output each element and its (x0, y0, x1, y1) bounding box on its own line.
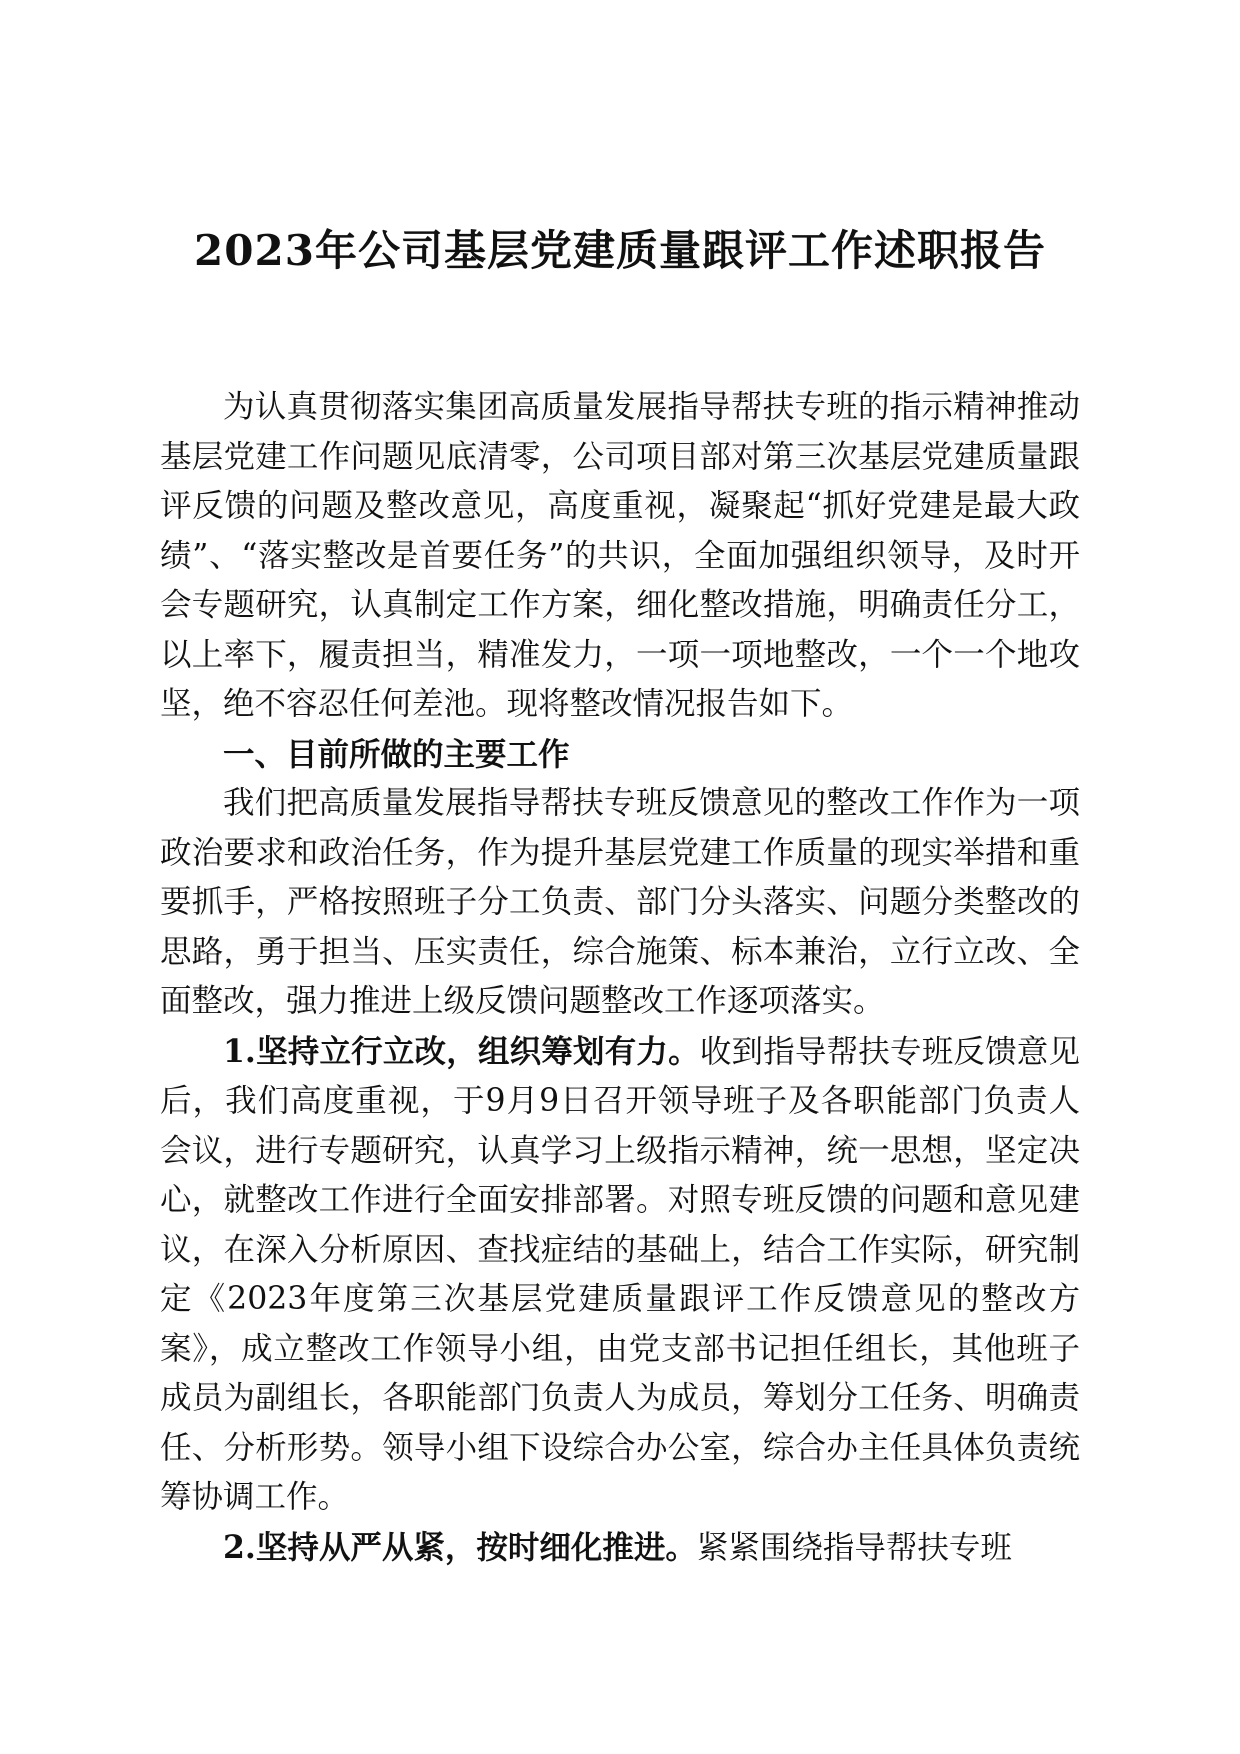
document-title: 2023年公司基层党建质量跟评工作述职报告 (194, 226, 1046, 275)
item-1-lead: 1.坚持立行立改，组织筹划有力。 (223, 1032, 700, 1070)
item-1-text: 收到指导帮扶专班反馈意见后，我们高度重视，于9月9日召开领导班子及各职能部门负责人会议，进行专题研究，认真学习上级指示精神，统一思想，坚定决心，就整改工作进行全面安排部署。对照专班反馈的问题和意见建议，在深入分析原因、查找症结的基础上，结合工作实际，研究制定《2023年度第三次基层党建质量跟评工作反馈意见的整改方案》，成立整改工作领导小组，由党支部书记担任组长，其他班子成员为副组长，各职能部门负责人为成员，筹划分工任务、明确责任、分析形势。领导小组下设综合办公室，综合办主任具体负责统筹协调工作。 (160, 1033, 1080, 1515)
intro-paragraph: 为认真贯彻落实集团高质量发展指导帮扶专班的指示精神推动基层党建工作问题见底清零，公司项目部对第三次基层党建质量跟评反馈的问题及整改意见，高度重视，凝聚起“抓好党建是最大政绩”、“落实整改是首要任务”的共识，全面加强组织领导，及时开会专题研究，认真制定工作方案，细化整改措施，明确责任分工，以上率下，履责担当，精准发力，一项一项地整改，一个一个地攻坚，绝不容忍任何差池。现将整改情况报告如下。 (160, 389, 1080, 722)
item-2-paragraph (160, 1523, 1080, 1574)
item-1-paragraph (160, 1027, 1080, 1523)
section-intro-paragraph: 我们把高质量发展指导帮扶专班反馈意见的整改工作作为一项政治要求和政治任务，作为提升基层党建工作质量的现实举措和重要抓手，严格按照班子分工负责、部门分头落实、问题分类整改的思路，勇于担当、压实责任，综合施策、标本兼治，立行立改、全面整改，强力推进上级反馈问题整改工作逐项落实。 (160, 785, 1080, 1019)
item-2-lead: 2.坚持从严从紧，按时细化推进。 (223, 1528, 697, 1566)
section-heading: 一、目前所做的主要工作 (223, 735, 570, 773)
item-2-text: 紧紧围绕指导帮扶专班 (696, 1529, 1012, 1566)
document-body (160, 383, 1080, 1573)
